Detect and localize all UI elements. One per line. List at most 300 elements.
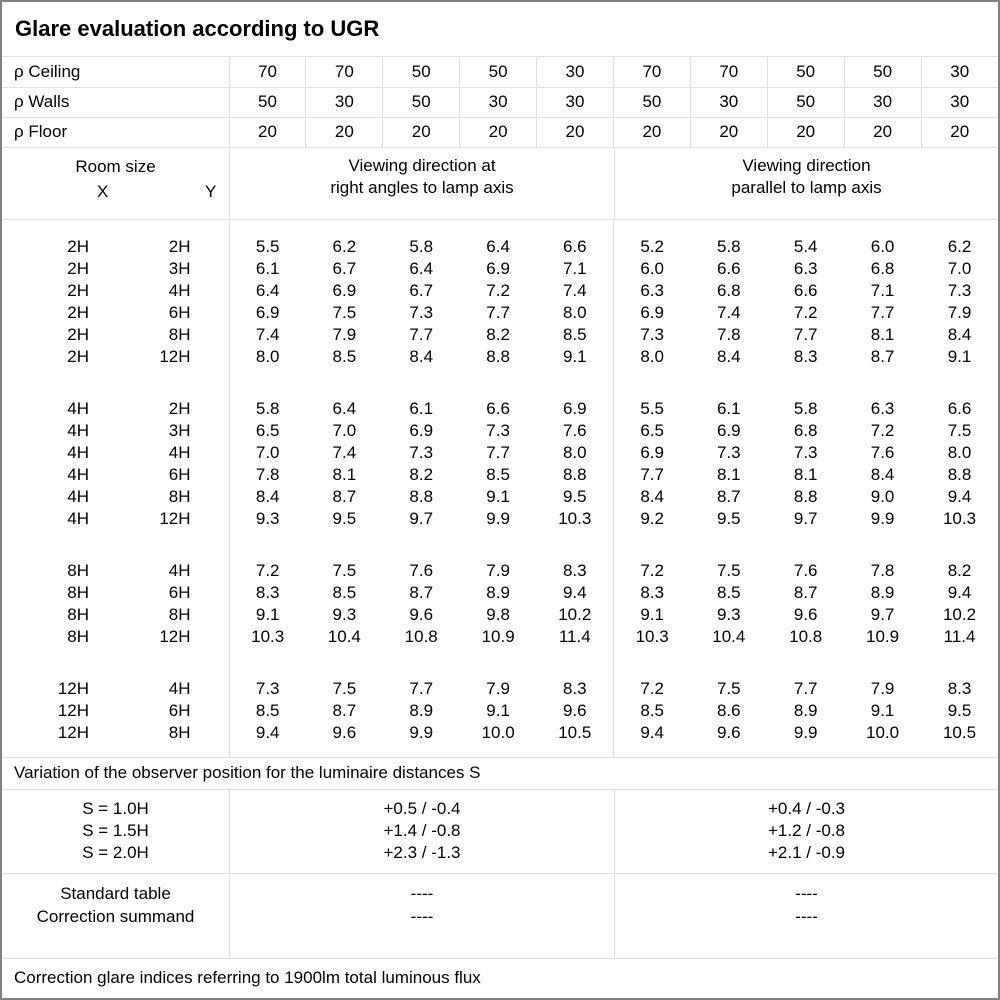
room-size-x-cell: 2H (67, 302, 89, 322)
room-size-y-cell: 8H (168, 324, 191, 344)
ugr-value-cell: 10.0 (866, 722, 900, 742)
ugr-value-cell: 6.1 (716, 398, 741, 418)
ugr-value-cell: 8.8 (947, 464, 972, 484)
ugr-value-cell: 9.8 (486, 604, 510, 624)
ugr-value-cell: 7.5 (716, 560, 741, 580)
ugr-value-cell: 8.7 (409, 582, 434, 602)
ugr-value-cell: 10.3 (613, 626, 690, 648)
reflectance-row-label: ρ Floor (2, 117, 229, 147)
ugr-value-cell: 10.2 (942, 604, 977, 624)
ugr-value-cell: 6.8 (793, 420, 818, 440)
ugr-value-cell: 9.3 (716, 604, 741, 624)
correction-right-angles-cell (229, 874, 614, 958)
reflectance-value-cell: 30 (306, 87, 383, 117)
ugr-table-row (2, 560, 998, 582)
ugr-value-cell: 6.3 (793, 258, 818, 278)
reflectance-row-label: ρ Ceiling (2, 57, 229, 87)
room-size-y-cell: 8H (168, 604, 191, 624)
ugr-value-cell: 8.3 (613, 582, 690, 604)
ugr-value-cell: 8.5 (332, 582, 357, 602)
ugr-value-cell: 7.9 (486, 678, 510, 698)
ugr-value-cell: 7.3 (229, 678, 306, 700)
ugr-value-cell: 6.9 (486, 258, 510, 278)
ugr-table-row (2, 280, 998, 302)
ugr-value-cell: 9.5 (947, 700, 972, 720)
ugr-value-cell: 6.3 (870, 398, 895, 418)
ugr-table-row (2, 324, 998, 346)
ugr-value-cell: 8.1 (870, 324, 895, 344)
ugr-value-cell: 9.0 (870, 486, 895, 506)
ugr-value-cell: 8.7 (332, 486, 357, 506)
room-size-header-cell (2, 148, 229, 219)
spacing-section (2, 790, 998, 874)
room-size-y-cell: 4H (168, 280, 191, 300)
ugr-value-cell: 10.8 (404, 626, 438, 646)
ugr-value-cell: 6.0 (870, 236, 895, 256)
ugr-table-row (2, 626, 998, 648)
ugr-value-cell: 9.9 (486, 508, 510, 528)
ugr-value-cell: 6.2 (332, 236, 357, 256)
room-size-y-cell: 6H (168, 464, 191, 484)
ugr-value-cell: 5.5 (613, 398, 690, 420)
ugr-value-cell: 7.9 (486, 560, 510, 580)
spacing-label: S = 1.0H (82, 798, 149, 818)
ugr-value-cell: 7.1 (870, 280, 895, 300)
table-gap-row (2, 368, 998, 398)
footer-note: Correction glare indices referring to 1900lm total luminous flux (14, 968, 481, 988)
room-size-x-cell: 12H (57, 700, 89, 720)
ugr-value-cell: 8.9 (870, 582, 895, 602)
ugr-value-cell: 7.7 (870, 302, 895, 322)
ugr-table-row (2, 486, 998, 508)
spacing-labels-cell (2, 790, 229, 873)
spacing-label: S = 1.5H (82, 820, 149, 840)
ugr-value-cell: 5.8 (409, 236, 434, 256)
ugr-value-cell: 9.3 (229, 508, 306, 530)
spacing-parallel-value: +1.2 / -0.8 (767, 820, 846, 840)
reflectance-value-cell: 20 (921, 117, 998, 147)
ugr-value-cell: 7.0 (332, 420, 357, 440)
correction-parallel-cell (614, 874, 998, 958)
ugr-value-cell: 8.6 (716, 700, 741, 720)
ugr-value-cell: 8.3 (562, 678, 587, 698)
ugr-value-cell: 7.5 (716, 678, 741, 698)
ugr-value-cell: 7.7 (486, 442, 510, 462)
ugr-value-cell: 8.3 (562, 560, 587, 580)
spacing-parallel-cell (614, 790, 998, 873)
ugr-value-cell: 6.4 (486, 236, 510, 256)
reflectance-value-cell: 50 (460, 57, 537, 87)
reflectance-value-cell: 70 (306, 57, 383, 87)
ugr-value-cell: 7.7 (793, 324, 818, 344)
ugr-value-cell: 7.5 (947, 420, 972, 440)
reflectance-value-cell: 30 (921, 87, 998, 117)
room-size-x-cell: 2H (67, 258, 89, 278)
ugr-value-cell: 9.5 (716, 508, 741, 528)
ugr-value-cell: 5.4 (793, 236, 818, 256)
reflectance-value-cell: 70 (613, 57, 690, 87)
ugr-value-cell: 7.1 (562, 258, 587, 278)
ugr-value-cell: 9.2 (613, 508, 690, 530)
table-gap-row (2, 220, 998, 236)
room-size-y-cell: 4H (168, 442, 191, 462)
table-gap-row (2, 530, 998, 560)
ugr-value-cell: 7.6 (870, 442, 895, 462)
ugr-table-row (2, 604, 998, 626)
ugr-value-cell: 6.9 (229, 302, 306, 324)
ugr-value-cell: 7.8 (870, 560, 895, 580)
reflectance-row (2, 57, 998, 87)
gap-cell (2, 220, 229, 236)
room-size-x-cell: 8H (67, 560, 89, 580)
room-size-y-cell: 6H (168, 700, 191, 720)
ugr-value-cell: 8.4 (947, 324, 972, 344)
room-size-header: Room size (75, 156, 156, 176)
reflectance-value-cell: 30 (537, 87, 614, 117)
ugr-value-cell: 10.2 (558, 604, 592, 624)
spacing-right-angles-cell (229, 790, 614, 873)
ugr-value-cell: 8.9 (486, 582, 510, 602)
ugr-value-cell: 8.5 (486, 464, 510, 484)
ugr-value-cell: 7.7 (486, 302, 510, 322)
ugr-table-row (2, 442, 998, 464)
ugr-value-cell: 6.5 (613, 420, 690, 442)
correction-summand-label: Correction summand (36, 906, 195, 926)
table-gap-row (2, 744, 998, 757)
gap-cell (613, 530, 998, 560)
ugr-value-cell: 9.6 (716, 722, 741, 742)
room-size-y-cell: 12H (159, 346, 191, 366)
ugr-value-cell: 7.7 (793, 678, 818, 698)
room-size-x-cell: 8H (67, 604, 89, 624)
reflectance-row (2, 87, 998, 117)
room-size-y-cell: 8H (168, 486, 191, 506)
right-angles-header-line2: right angles to lamp axis (330, 177, 514, 197)
ugr-value-cell: 7.9 (870, 678, 895, 698)
ugr-value-cell: 6.9 (716, 420, 741, 440)
ugr-value-cell: 7.3 (716, 442, 741, 462)
ugr-value-cell: 7.2 (870, 420, 895, 440)
reflectance-value-cell: 20 (690, 117, 767, 147)
ugr-value-cell: 10.8 (789, 626, 823, 646)
ugr-value-cell: 8.0 (613, 346, 690, 368)
ugr-table-row (2, 582, 998, 604)
ugr-value-cell: 7.6 (562, 420, 587, 440)
gap-cell (613, 744, 998, 757)
correction-summand-parallel-value: ---- (795, 906, 818, 926)
ugr-value-cell: 8.0 (562, 442, 587, 462)
ugr-value-cell: 7.2 (613, 560, 690, 582)
ugr-table (2, 220, 998, 757)
ugr-value-cell: 8.0 (562, 302, 587, 322)
spacing-right-angles-value: +2.3 / -1.3 (383, 842, 461, 862)
reflectance-row-label: ρ Walls (2, 87, 229, 117)
ugr-value-cell: 8.4 (409, 346, 434, 366)
ugr-value-cell: 8.1 (716, 464, 741, 484)
ugr-value-cell: 7.7 (613, 464, 690, 486)
reflectance-value-cell: 30 (537, 57, 614, 87)
ugr-value-cell: 10.5 (942, 722, 977, 742)
room-size-x-cell: 8H (67, 626, 89, 646)
ugr-value-cell: 6.1 (229, 258, 306, 280)
ugr-value-cell: 5.5 (229, 236, 306, 258)
ugr-value-cell: 8.7 (793, 582, 818, 602)
ugr-value-cell: 7.3 (613, 324, 690, 346)
ugr-value-cell: 6.2 (947, 236, 972, 256)
ugr-value-cell: 9.4 (613, 722, 690, 744)
room-size-y-cell: 6H (168, 582, 191, 602)
room-size-x-cell: 8H (67, 582, 89, 602)
ugr-value-cell: 7.7 (409, 678, 434, 698)
ugr-value-cell: 8.7 (332, 700, 357, 720)
ugr-value-cell: 7.2 (229, 560, 306, 582)
spacing-right-angles-value: +0.5 / -0.4 (383, 798, 461, 818)
gap-cell (2, 368, 229, 398)
ugr-value-cell: 8.7 (870, 346, 895, 366)
y-axis-header: Y (205, 181, 217, 201)
room-size-x-cell: 4H (67, 420, 89, 440)
room-size-y-cell: 4H (168, 560, 191, 580)
room-size-y-cell: 12H (159, 626, 191, 646)
ugr-table-row (2, 346, 998, 368)
gap-cell (229, 368, 613, 398)
ugr-value-cell: 8.8 (562, 464, 587, 484)
reflectance-value-cell: 20 (383, 117, 460, 147)
ugr-value-cell: 7.7 (409, 324, 434, 344)
ugr-value-cell: 6.7 (409, 280, 434, 300)
ugr-value-cell: 7.6 (793, 560, 818, 580)
ugr-value-cell: 9.5 (562, 486, 587, 506)
room-size-y-cell: 6H (168, 302, 191, 322)
ugr-value-cell: 6.8 (870, 258, 895, 278)
ugr-value-cell: 8.9 (793, 700, 818, 720)
ugr-value-cell: 9.4 (562, 582, 587, 602)
ugr-value-cell: 9.7 (793, 508, 818, 528)
ugr-value-cell: 11.4 (558, 626, 591, 646)
spacing-label: S = 2.0H (82, 842, 149, 862)
ugr-value-cell: 6.6 (562, 236, 587, 256)
ugr-value-cell: 9.6 (562, 700, 587, 720)
room-size-x-cell: 4H (67, 486, 89, 506)
room-size-x-cell: 4H (67, 464, 89, 484)
ugr-value-cell: 6.8 (716, 280, 741, 300)
ugr-table-row (2, 508, 998, 530)
ugr-value-cell: 9.1 (486, 486, 510, 506)
table-gap-row (2, 648, 998, 678)
reflectance-value-cell: 50 (383, 87, 460, 117)
ugr-value-cell: 6.0 (613, 258, 690, 280)
ugr-value-cell: 7.4 (229, 324, 306, 346)
spacing-parallel-value: +2.1 / -0.9 (767, 842, 846, 862)
ugr-value-cell: 10.4 (712, 626, 746, 646)
correction-labels-cell (2, 874, 229, 958)
ugr-value-cell: 8.1 (793, 464, 818, 484)
ugr-value-cell: 6.3 (613, 280, 690, 302)
ugr-value-cell: 9.1 (613, 604, 690, 626)
ugr-table-row (2, 678, 998, 700)
ugr-value-cell: 7.0 (947, 258, 972, 278)
reflectance-value-cell: 20 (844, 117, 921, 147)
reflectance-value-cell: 50 (383, 57, 460, 87)
x-axis-header: X (97, 181, 109, 201)
ugr-value-cell: 8.5 (562, 324, 587, 344)
gap-cell (2, 648, 229, 678)
ugr-value-cell: 9.4 (947, 486, 972, 506)
ugr-value-cell: 10.3 (942, 508, 977, 528)
standard-table-label: Standard table (60, 883, 171, 903)
ugr-value-cell: 10.3 (558, 508, 592, 528)
room-size-x-cell: 2H (67, 280, 89, 300)
ugr-value-cell: 7.4 (332, 442, 357, 462)
right-angles-header (229, 148, 614, 219)
ugr-value-cell: 5.2 (613, 236, 690, 258)
reflectance-value-cell: 50 (229, 87, 306, 117)
room-size-y-cell: 2H (168, 398, 191, 418)
ugr-table-row (2, 302, 998, 324)
ugr-value-cell: 9.7 (870, 604, 895, 624)
gap-cell (229, 220, 613, 236)
ugr-value-cell: 9.9 (409, 722, 434, 742)
reflectance-value-cell: 30 (921, 57, 998, 87)
ugr-value-cell: 7.0 (229, 442, 306, 464)
ugr-value-cell: 8.7 (716, 486, 741, 506)
ugr-value-cell: 6.7 (332, 258, 357, 278)
ugr-value-cell: 8.1 (332, 464, 357, 484)
reflectance-value-cell: 30 (460, 87, 537, 117)
reflectance-value-cell: 30 (844, 87, 921, 117)
right-angles-header-line1: Viewing direction at (348, 155, 496, 175)
ugr-value-cell: 8.3 (947, 678, 972, 698)
ugr-table-row (2, 722, 998, 744)
ugr-value-cell: 7.9 (947, 302, 972, 322)
ugr-value-cell: 7.4 (716, 302, 741, 322)
ugr-value-cell: 8.2 (409, 464, 434, 484)
room-size-x-cell: 4H (67, 442, 89, 462)
ugr-value-cell: 7.3 (486, 420, 510, 440)
gap-cell (229, 530, 613, 560)
ugr-value-cell: 8.8 (409, 486, 434, 506)
ugr-value-cell: 7.8 (229, 464, 306, 486)
ugr-data-area (2, 220, 998, 757)
reflectance-value-cell: 20 (613, 117, 690, 147)
room-size-x-cell: 4H (67, 508, 89, 528)
ugr-value-cell: 7.2 (793, 302, 818, 322)
reflectance-value-cell: 70 (229, 57, 306, 87)
room-size-x-cell: 12H (57, 678, 89, 698)
ugr-value-cell: 7.5 (332, 678, 357, 698)
correction-summand-right-angles-value: ---- (410, 906, 434, 926)
ugr-table-row (2, 258, 998, 280)
ugr-value-cell: 6.1 (409, 398, 434, 418)
page-title: Glare evaluation according to UGR (15, 16, 380, 41)
standard-table-parallel-value: ---- (795, 883, 818, 903)
ugr-value-cell: 8.5 (332, 346, 357, 366)
ugr-value-cell: 9.1 (947, 346, 972, 366)
ugr-value-cell: 9.6 (332, 722, 357, 742)
ugr-value-cell: 8.5 (613, 700, 690, 722)
ugr-value-cell: 9.4 (947, 582, 972, 602)
reflectance-value-cell: 20 (537, 117, 614, 147)
room-size-y-cell: 4H (168, 678, 191, 698)
ugr-value-cell: 6.9 (409, 420, 434, 440)
ugr-value-cell: 6.6 (716, 258, 741, 278)
ugr-value-cell: 8.5 (716, 582, 741, 602)
spacing-right-angles-value: +1.4 / -0.8 (383, 820, 461, 840)
room-size-y-cell: 3H (168, 258, 191, 278)
parallel-header-line1: Viewing direction (742, 155, 871, 175)
gap-cell (229, 744, 613, 757)
reflectance-value-cell: 50 (613, 87, 690, 117)
ugr-value-cell: 9.6 (793, 604, 818, 624)
reflectance-value-cell: 50 (844, 57, 921, 87)
ugr-value-cell: 6.9 (332, 280, 357, 300)
ugr-value-cell: 9.6 (409, 604, 434, 624)
ugr-value-cell: 10.5 (558, 722, 592, 742)
room-size-y-cell: 8H (168, 722, 191, 742)
ugr-value-cell: 10.0 (481, 722, 515, 742)
reflectance-value-cell: 30 (690, 87, 767, 117)
ugr-value-cell: 6.4 (229, 280, 306, 302)
reflectance-row (2, 117, 998, 147)
room-size-x-cell: 2H (67, 346, 89, 366)
standard-table-right-angles-value: ---- (410, 883, 434, 903)
ugr-value-cell: 7.4 (562, 280, 587, 300)
ugr-value-cell: 10.4 (327, 626, 361, 646)
gap-cell (613, 648, 998, 678)
ugr-value-cell: 8.4 (613, 486, 690, 508)
room-size-y-cell: 2H (168, 236, 191, 256)
ugr-value-cell: 6.9 (613, 302, 690, 324)
room-size-y-cell: 3H (168, 420, 191, 440)
reflectance-value-cell: 50 (767, 87, 844, 117)
ugr-value-cell: 9.1 (486, 700, 510, 720)
room-size-x-cell: 2H (67, 324, 89, 344)
reflectance-value-cell: 20 (460, 117, 537, 147)
reflectance-value-cell: 20 (767, 117, 844, 147)
ugr-value-cell: 6.6 (793, 280, 818, 300)
ugr-value-cell: 9.7 (409, 508, 434, 528)
ugr-value-cell: 8.8 (793, 486, 818, 506)
ugr-value-cell: 8.3 (229, 582, 306, 604)
variation-note: Variation of the observer position for the luminaire distances S (2, 757, 998, 790)
ugr-value-cell: 5.8 (793, 398, 818, 418)
ugr-value-cell: 9.4 (229, 722, 306, 744)
ugr-value-cell: 7.3 (947, 280, 972, 300)
ugr-value-cell: 11.4 (943, 626, 976, 646)
ugr-table-row (2, 420, 998, 442)
ugr-value-cell: 10.9 (866, 626, 900, 646)
title-row (2, 2, 998, 57)
ugr-value-cell: 9.9 (870, 508, 895, 528)
ugr-value-cell: 8.4 (229, 486, 306, 508)
ugr-table-row (2, 236, 998, 258)
ugr-value-cell: 9.1 (562, 346, 587, 366)
ugr-value-cell: 9.9 (793, 722, 818, 742)
ugr-value-cell: 7.6 (409, 560, 434, 580)
ugr-value-cell: 7.3 (793, 442, 818, 462)
reflectance-value-cell: 70 (690, 57, 767, 87)
ugr-value-cell: 7.9 (332, 324, 357, 344)
room-size-x-cell: 4H (67, 398, 89, 418)
room-size-x-cell: 2H (67, 236, 89, 256)
ugr-value-cell: 6.6 (947, 398, 972, 418)
ugr-value-cell: 8.0 (229, 346, 306, 368)
ugr-value-cell: 8.2 (947, 560, 972, 580)
gap-cell (2, 530, 229, 560)
gap-cell (613, 368, 998, 398)
gap-cell (229, 648, 613, 678)
ugr-value-cell: 7.5 (332, 302, 357, 322)
